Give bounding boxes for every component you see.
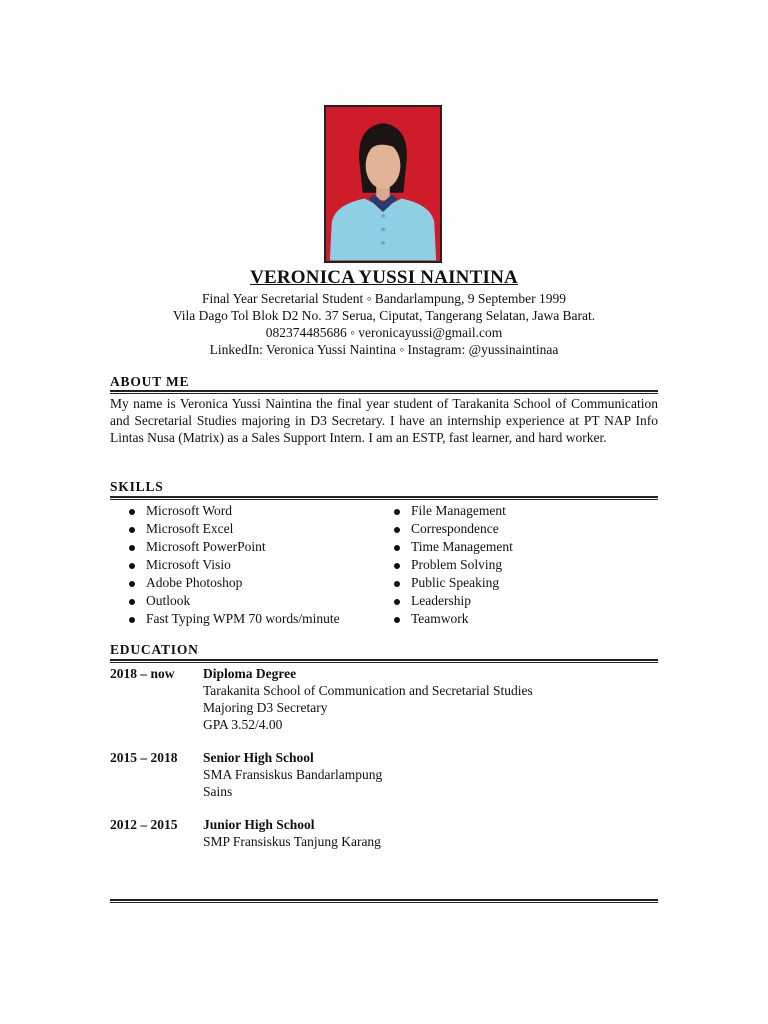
education-degree: Junior High School xyxy=(203,817,315,832)
skill-item xyxy=(126,592,340,610)
skills-divider xyxy=(110,496,658,500)
skill-label: Teamwork xyxy=(411,611,469,626)
resume-header xyxy=(100,266,668,358)
skill-label: Time Management xyxy=(411,539,513,554)
skill-item xyxy=(391,574,513,592)
skill-item xyxy=(126,556,340,574)
education-line: Majoring D3 Secretary xyxy=(203,700,328,715)
bullet-icon xyxy=(129,545,135,551)
skill-label: Microsoft Visio xyxy=(146,557,231,572)
full-name: VERONICA YUSSI NAINTINA xyxy=(250,267,518,288)
bullet-icon xyxy=(129,509,135,515)
education-line: GPA 3.52/4.00 xyxy=(203,717,283,732)
bullet-icon xyxy=(129,617,135,623)
skill-item xyxy=(126,538,340,556)
bullet-icon xyxy=(394,581,400,587)
skill-label: Microsoft PowerPoint xyxy=(146,539,266,554)
skill-label: Leadership xyxy=(411,593,471,608)
bullet-icon xyxy=(394,509,400,515)
skill-label: Fast Typing WPM 70 words/minute xyxy=(146,611,340,626)
bullet-icon xyxy=(129,581,135,587)
skill-label: Adobe Photoshop xyxy=(146,575,243,590)
skills-left-column xyxy=(126,502,340,628)
bullet-icon xyxy=(129,599,135,605)
skill-label: Microsoft Excel xyxy=(146,521,234,536)
education-line: Tarakanita School of Communication and Secretarial Studies xyxy=(203,683,533,698)
skills-heading: SKILLS xyxy=(110,479,164,494)
skill-label: Public Speaking xyxy=(411,575,500,590)
about-heading: ABOUT ME xyxy=(110,374,190,389)
skill-item xyxy=(391,520,513,538)
footer-divider xyxy=(110,899,658,903)
skill-item xyxy=(126,574,340,592)
portrait-image xyxy=(326,107,440,261)
about-text: My name is Veronica Yussi Naintina the final year student of Tarakanita School of Communication and Secretarial Studies majoring in D3 Secretary. I have an internship experience at PT NAP Info Lintas Nusa (Matrix) as a Sales Support Intern. I am an ESTP, fast learner, and hard worker. xyxy=(110,396,658,445)
about-divider xyxy=(110,390,658,394)
bullet-icon xyxy=(394,527,400,533)
education-line: SMA Fransiskus Bandarlampung xyxy=(203,767,383,782)
bullet-icon xyxy=(394,545,400,551)
education-years: 2018 – now xyxy=(110,666,175,681)
skill-label: Outlook xyxy=(146,593,191,608)
skill-label: Microsoft Word xyxy=(146,503,233,518)
education-heading: EDUCATION xyxy=(110,642,199,657)
education-line: SMP Fransiskus Tanjung Karang xyxy=(203,834,381,849)
skill-item xyxy=(126,520,340,538)
title-and-birth: Final Year Secretarial Student ◦ Bandarlampung, 9 September 1999 xyxy=(202,291,566,306)
bullet-icon xyxy=(394,617,400,623)
address: Vila Dago Tol Blok D2 No. 37 Serua, Ciputat, Tangerang Selatan, Jawa Barat. xyxy=(172,308,596,323)
skill-item xyxy=(391,556,513,574)
skills-right-column xyxy=(391,502,513,628)
education-degree: Diploma Degree xyxy=(203,666,297,681)
education-years: 2012 – 2015 xyxy=(110,817,178,832)
education-details xyxy=(203,749,382,800)
bullet-icon xyxy=(129,527,135,533)
bullet-icon xyxy=(394,599,400,605)
education-line: Sains xyxy=(203,784,233,799)
bullet-icon xyxy=(394,563,400,569)
skill-item xyxy=(391,592,513,610)
skill-item xyxy=(126,502,340,520)
education-years: 2015 – 2018 xyxy=(110,750,178,765)
skill-item xyxy=(126,610,340,628)
skill-item xyxy=(391,610,513,628)
skill-item xyxy=(391,538,513,556)
phone-email: 082374485686 ◦ veronicayussi@gmail.com xyxy=(265,325,503,340)
skill-label: File Management xyxy=(411,503,506,518)
skill-item xyxy=(391,502,513,520)
education-divider xyxy=(110,659,658,663)
skill-label: Correspondence xyxy=(411,521,499,536)
education-details xyxy=(203,665,533,733)
social-links: LinkedIn: Veronica Yussi Naintina ◦ Instagram: @yussinaintinaa xyxy=(209,342,559,357)
profile-photo xyxy=(324,105,442,263)
education-details xyxy=(203,816,381,850)
education-degree: Senior High School xyxy=(203,750,314,765)
bullet-icon xyxy=(129,563,135,569)
skill-label: Problem Solving xyxy=(411,557,503,572)
